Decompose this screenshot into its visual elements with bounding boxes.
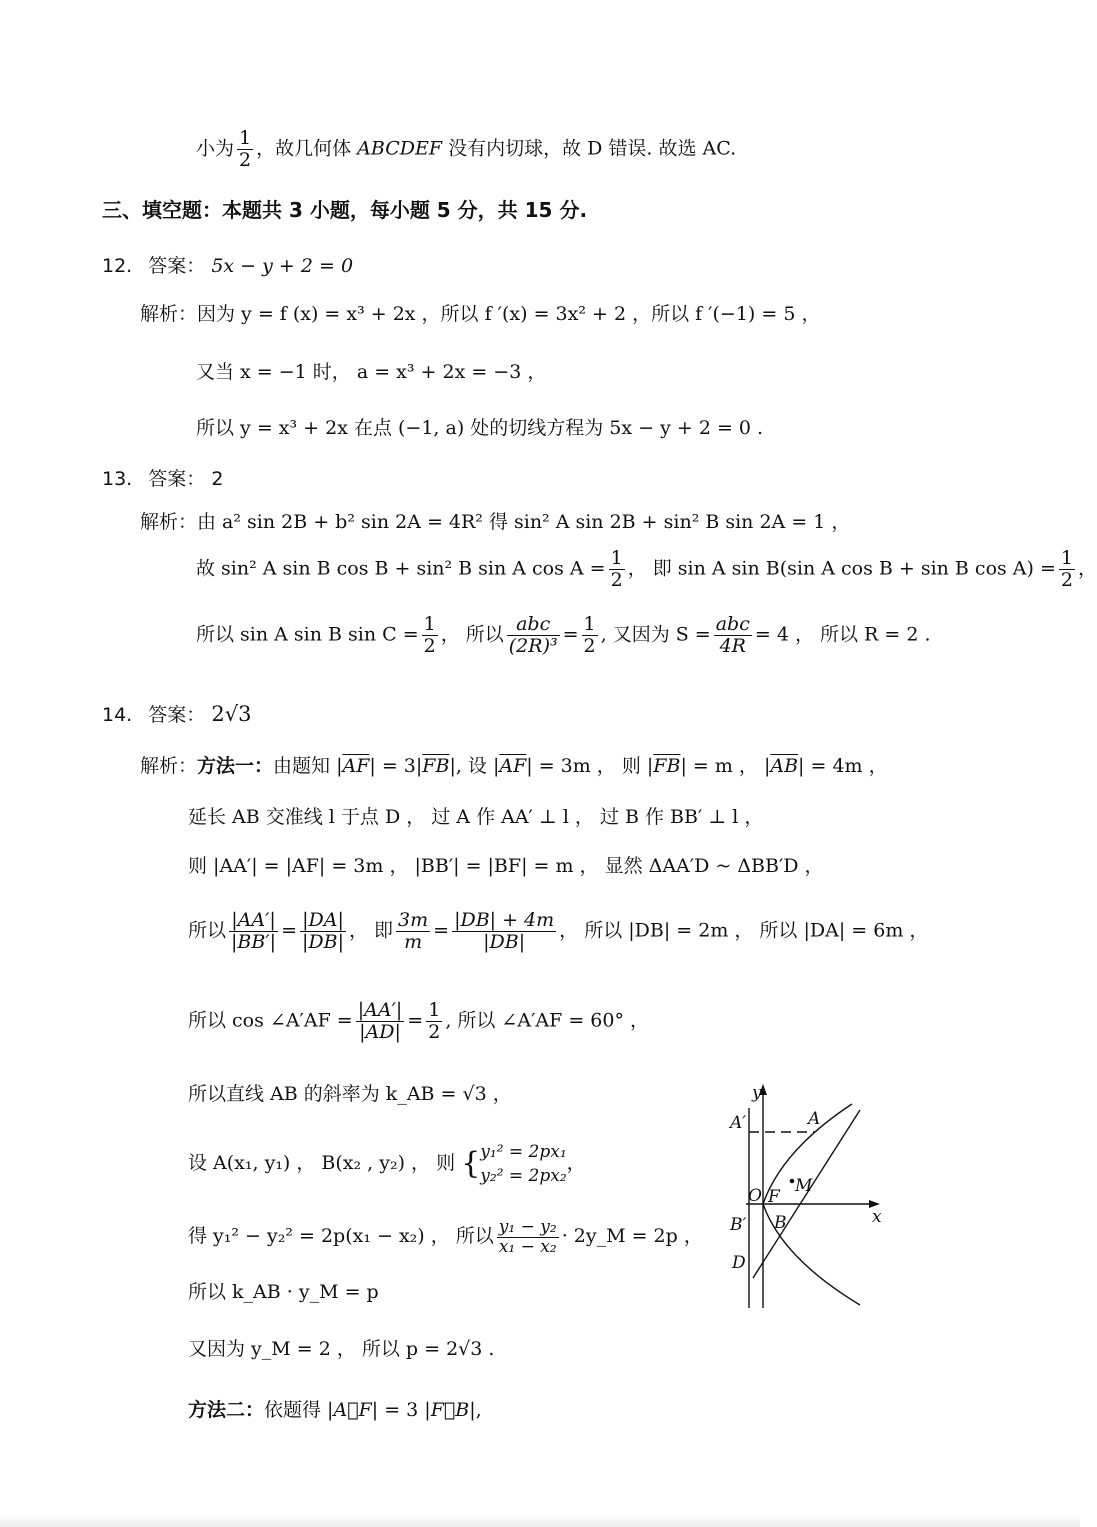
answer-label: 答案： — [148, 255, 206, 277]
label-o: O — [748, 1186, 762, 1206]
label-d: D — [732, 1253, 746, 1273]
fraction-aa-ad — [356, 1000, 405, 1043]
text: 没有内切球，故 D 错误. 故选 AC. — [448, 137, 737, 160]
answer-label: 答案： — [148, 704, 206, 726]
den: m — [404, 930, 423, 953]
fraction-half — [422, 614, 438, 657]
question-number: 12. — [102, 255, 133, 277]
answer-value: 2√3 — [211, 702, 252, 726]
question-number: 13. — [102, 468, 133, 490]
text: 由题知 | — [273, 755, 343, 777]
label-y: y — [752, 1083, 762, 1103]
text: | = m ， | — [680, 755, 771, 777]
text: ， 即 sin A sin B(sin A cos B + sin B cos A) = — [627, 557, 1056, 580]
q13-answer-line — [102, 465, 223, 493]
fraction-half — [426, 1000, 442, 1043]
text: ，故几何体 — [256, 137, 352, 160]
den: 2 — [239, 148, 252, 171]
vector-af: $\overline{AF}$ — [499, 755, 527, 777]
vector-fb-arrow: F⃗B — [430, 1399, 470, 1421]
num: 1 — [423, 613, 436, 635]
text: ， — [1077, 557, 1097, 580]
q14-analysis-7 — [188, 1140, 586, 1188]
den: 2 — [423, 634, 436, 657]
equation-1: y₁² = 2px₁ — [480, 1142, 567, 1162]
text: ， 所以 — [440, 623, 504, 646]
q14-analysis-9: 所以 k_AB · y_M = p — [188, 1281, 379, 1303]
den: 2 — [583, 634, 596, 657]
fraction-da-db — [300, 910, 346, 953]
q14-answer-line — [102, 700, 251, 729]
num: 3m — [398, 909, 429, 931]
text: | = 3m ， 则 | — [526, 755, 654, 777]
fraction-half — [1059, 548, 1075, 591]
text: = 4 ， 所以 R = 2 . — [754, 623, 931, 646]
fraction-abc-2r — [507, 614, 560, 657]
num: |AA′| — [229, 910, 278, 932]
text: ， — [566, 1152, 586, 1174]
den: 2 — [1060, 568, 1073, 591]
vector-fb: $\overline{FB}$ — [422, 755, 450, 777]
q14-analysis-10: 又因为 y_M = 2 ， 所以 p = 2√3 . — [188, 1338, 495, 1360]
text: ， 即 — [348, 919, 394, 942]
method-one-label: 方法一： — [197, 755, 274, 777]
equation-2: y₂² = 2px₂ — [480, 1166, 567, 1186]
solid-name: ABCDEF — [357, 137, 443, 160]
text: 所以 sin A sin B sin C = — [196, 623, 419, 646]
text: · 2y_M = 2p ， — [561, 1225, 703, 1248]
label-a-prime: A′ — [730, 1113, 747, 1133]
section-heading: 三、填空题：本题共 3 小题，每小题 5 分，共 15 分. — [102, 198, 588, 222]
text: 所以 cos ∠A′AF = — [188, 1009, 353, 1032]
text: = — [407, 1009, 424, 1032]
fraction-half — [609, 548, 625, 591]
fraction-y-x — [497, 1218, 559, 1256]
q14-method-two-line — [188, 1396, 482, 1424]
q12-analysis-2: 又当 x = −1 时， a = x³ + 2x = −3 ， — [196, 361, 547, 383]
den: (2R)³ — [508, 634, 558, 657]
label-f: F — [768, 1187, 780, 1207]
text: | = 4m ， — [798, 755, 888, 777]
q14-analysis-6: 所以直线 AB 的斜率为 k_AB = √3 ， — [188, 1083, 512, 1105]
text: = — [562, 623, 579, 646]
num: 1 — [428, 999, 441, 1021]
num: 1 — [1060, 547, 1073, 569]
fraction-db4m-db — [452, 910, 556, 953]
den: |BB′| — [231, 930, 277, 953]
q14-analysis-3: 则 |AA′| = |AF| = 3m ， |BB′| = |BF| = m ， 显然 ΔAA′D ~ ΔBB′D ， — [188, 855, 824, 877]
text: |, 设 | — [449, 755, 500, 777]
vector-ab: $\overline{AB}$ — [770, 755, 799, 777]
label-b: B — [774, 1213, 787, 1233]
label-a: A — [808, 1109, 821, 1129]
answer-label: 答案： — [148, 468, 206, 490]
intro-line — [196, 128, 736, 171]
den: x₁ − x₂ — [498, 1236, 557, 1257]
den: 2 — [610, 568, 623, 591]
text: = — [281, 919, 297, 942]
label-b-prime: B′ — [730, 1215, 747, 1235]
num: y₁ − y₂ — [498, 1217, 557, 1237]
system-brace: { — [461, 1146, 481, 1181]
q14-analysis-5 — [188, 1000, 649, 1043]
q13-analysis-2 — [196, 548, 1097, 591]
text: 所以 — [188, 919, 227, 942]
text: 故 sin² A sin B cos B + sin² B sin A cos A = — [196, 557, 606, 580]
text: ， 所以 |DB| = 2m ， 所以 |DA| = 6m ， — [559, 919, 929, 942]
den: |DB| — [483, 930, 526, 953]
text: 得 y₁² − y₂² = 2p(x₁ − x₂) ， 所以 — [188, 1225, 494, 1248]
fraction-abc-4r — [714, 614, 752, 657]
den: 4R — [719, 634, 746, 657]
answer-value: 2 — [211, 468, 224, 490]
vector-af-arrow: A⃗F — [333, 1399, 372, 1421]
q12-analysis-3: 所以 y = x³ + 2x 在点 (−1, a) 处的切线方程为 5x − y + 2 = 0 . — [196, 417, 764, 439]
text: , 所以 ∠A′AF = 60° ， — [445, 1009, 650, 1032]
q12-answer-line — [102, 252, 353, 280]
point-m — [790, 1179, 795, 1184]
label-x: x — [872, 1207, 882, 1227]
den: |DB| — [301, 930, 344, 953]
q14-analysis-2: 延长 AB 交准线 l 于点 D ， 过 A 作 AA′ ⊥ l ， 过 B 作 BB′ ⊥ l ， — [188, 806, 764, 828]
answer-value: 5x − y + 2 = 0 — [211, 255, 354, 277]
text: | = 3| — [369, 755, 423, 777]
num: abc — [507, 614, 560, 636]
label-m: M — [795, 1176, 813, 1196]
text: |, — [469, 1399, 482, 1421]
num: |AA′| — [357, 999, 403, 1021]
fraction-half — [237, 128, 253, 171]
text: 小为 — [196, 137, 235, 160]
num: 1 — [239, 127, 252, 149]
den: 2 — [428, 1020, 441, 1043]
fraction-3m-m — [396, 910, 430, 953]
q13-analysis-3 — [196, 614, 931, 657]
fraction-half — [582, 614, 598, 657]
num: |DA| — [300, 910, 346, 932]
q13-analysis-1: 解析：由 a² sin 2B + b² sin 2A = 4R² 得 sin² A sin 2B + sin² B sin 2A = 1 ， — [140, 511, 851, 533]
q12-analysis-1: 解析：因为 y = f (x) = x³ + 2x ，所以 f ′(x) = 3x² + 2 ，所以 f ′(−1) = 5 ， — [140, 303, 821, 325]
text: 解析： — [140, 755, 198, 777]
num: |DB| + 4m — [454, 909, 555, 931]
method-two-label: 方法二： — [188, 1399, 265, 1421]
text: 设 A(x₁, y₁) ， B(x₂ , y₂) ， 则 — [188, 1152, 456, 1174]
q14-analysis-4 — [188, 910, 928, 953]
text: 依题得 | — [264, 1399, 334, 1421]
num: 1 — [583, 613, 596, 635]
q14-analysis-8 — [188, 1218, 703, 1256]
q14-analysis-1 — [140, 752, 888, 780]
page-edge-shadow — [0, 1513, 1080, 1527]
fraction-aa-bb — [229, 910, 278, 953]
text: , 又因为 S = — [600, 623, 711, 646]
question-number: 14. — [102, 704, 133, 726]
num: 1 — [610, 547, 623, 569]
system-equations — [480, 1140, 566, 1188]
text: = — [433, 919, 450, 942]
num: abc — [715, 613, 750, 635]
den: |AD| — [359, 1020, 401, 1043]
parabola-figure — [722, 1080, 892, 1312]
vector-af: $\overline{AF}$ — [342, 755, 370, 777]
text: | = 3 | — [371, 1399, 431, 1421]
vector-fb: $\overline{FB}$ — [653, 755, 681, 777]
